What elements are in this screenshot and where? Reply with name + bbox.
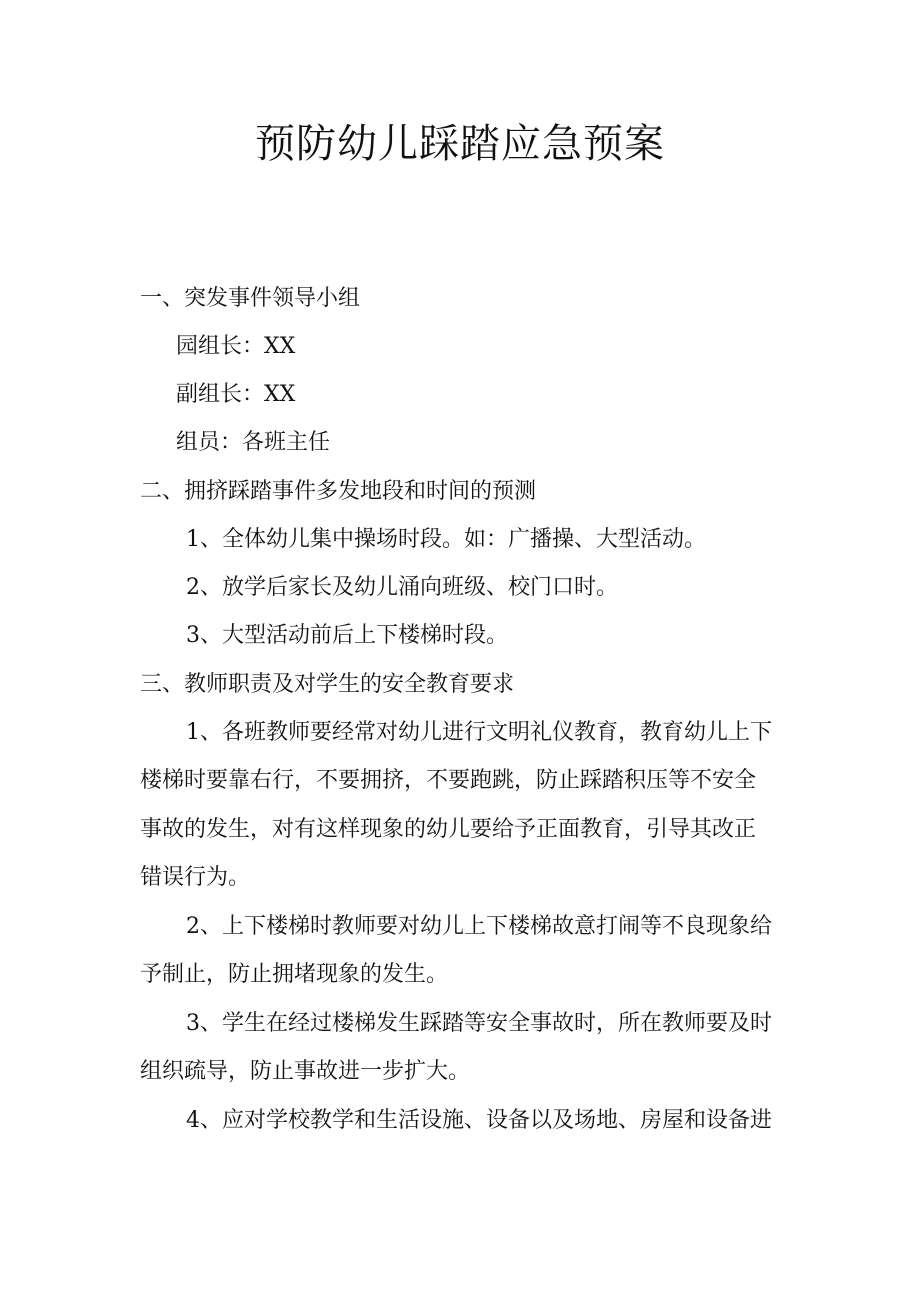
section-2-heading: 二、拥挤踩踏事件多发地段和时间的预测	[140, 479, 537, 504]
members-line: 组员：各班主任	[176, 430, 331, 455]
section-1-heading: 一、突发事件领导小组	[140, 286, 361, 311]
section-3-heading: 三、教师职责及对学生的安全教育要求	[140, 672, 515, 697]
paragraph-2-line-2: 予制止，防止拥堵现象的发生。	[140, 962, 449, 987]
paragraph-1-line-3: 事故的发生，对有这样现象的幼儿要给予正面教育，引导其改正	[140, 817, 757, 842]
paragraph-3-line-2: 组织疏导，防止事故进一步扩大。	[140, 1059, 471, 1084]
paragraph-1-line-1: 1、各班教师要经常对幼儿进行文明礼仪教育，教育幼儿上下	[186, 720, 772, 745]
document-title: 预防幼儿踩踏应急预案	[255, 121, 665, 167]
paragraph-2-line-1: 2、上下楼梯时教师要对幼儿上下楼梯故意打闹等不良现象给	[186, 914, 772, 939]
section-2-item-2: 2、放学后家长及幼儿涌向班级、校门口时。	[186, 575, 618, 600]
leader-line: 园组长：XX	[176, 334, 296, 359]
paragraph-4-line-1: 4、应对学校教学和生活设施、设备以及场地、房屋和设备进	[186, 1108, 772, 1133]
paragraph-1-line-2: 楼梯时要靠右行，不要拥挤，不要跑跳，防止踩踏积压等不安全	[140, 768, 757, 793]
section-2-item-1: 1、全体幼儿集中操场时段。如：广播操、大型活动。	[186, 527, 706, 552]
paragraph-1-line-4: 错误行为。	[140, 865, 251, 890]
deputy-line: 副组长：XX	[176, 382, 296, 407]
paragraph-3-line-1: 3、学生在经过楼梯发生踩踏等安全事故时，所在教师要及时	[186, 1011, 772, 1036]
section-2-item-3: 3、大型活动前后上下楼梯时段。	[186, 623, 508, 648]
